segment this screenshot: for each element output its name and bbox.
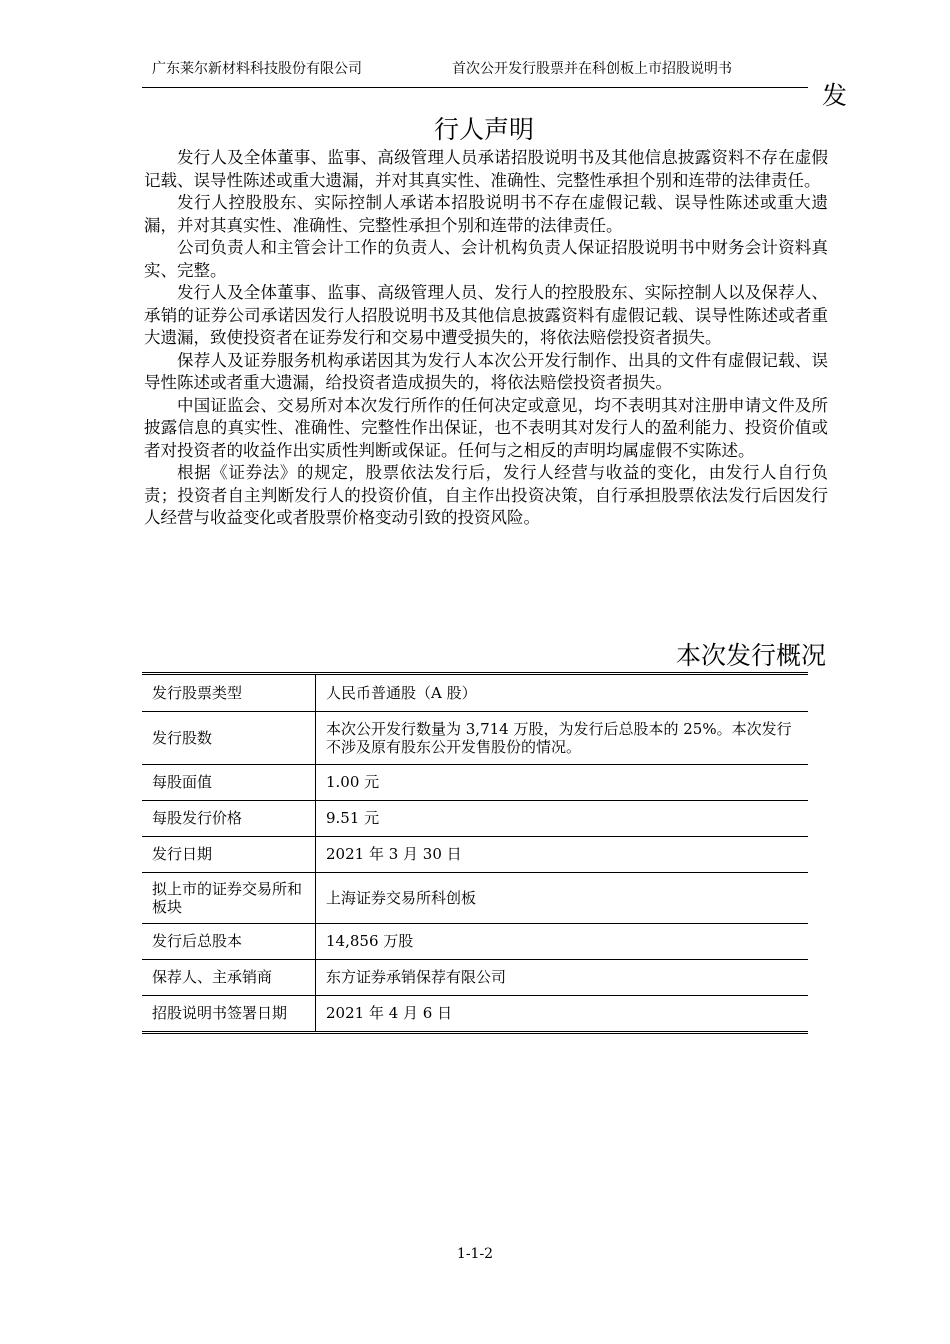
row-value: 1.00 元 xyxy=(316,764,809,800)
row-label: 每股面值 xyxy=(142,764,316,800)
statement-paragraph: 根据《证券法》的规定，股票依法发行后，发行人经营与收益的变化，由发行人自行负责；投资者自主判断发行人的投资价值，自主作出投资决策，自行承担股票依法发行后因发行人经营与收益变化或者股票价格变动引致的投资风险。 xyxy=(144,463,828,527)
row-label: 保荐人、主承销商 xyxy=(142,959,316,995)
statement-paragraph: 发行人控股股东、实际控制人承诺本招股说明书不存在虚假记载、误导性陈述或重大遗漏，并对其真实性、准确性、完整性承担个别和连带的法律责任。 xyxy=(144,193,828,235)
row-value: 本次公开发行数量为 3,714 万股，为发行后总股本的 25%。本次发行不涉及原有股东公开发售股份的情况。 xyxy=(316,711,809,764)
table-row xyxy=(142,764,808,800)
table-row xyxy=(142,959,808,995)
table-row xyxy=(142,836,808,872)
row-label: 发行股票类型 xyxy=(142,675,316,711)
row-value: 上海证券交易所科创板 xyxy=(316,872,809,923)
row-label: 发行日期 xyxy=(142,836,316,872)
page-number: 1-1-2 xyxy=(456,1246,494,1262)
table-row xyxy=(142,675,808,711)
row-value: 9.51 元 xyxy=(316,800,809,836)
statement-heading-first-char: 发 xyxy=(822,81,848,110)
statement-paragraph: 公司负责人和主管会计工作的负责人、会计机构负责人保证招股说明书中财务会计资料真实、完整。 xyxy=(144,238,828,280)
row-label: 拟上市的证券交易所和板块 xyxy=(142,872,316,923)
table-row xyxy=(142,872,808,923)
statement-heading: 行人声明 xyxy=(433,115,534,144)
row-value: 人民币普通股（A 股） xyxy=(326,683,477,702)
row-value: 2021 年 4 月 6 日 xyxy=(316,995,809,1031)
header-divider xyxy=(142,87,808,88)
row-value: 东方证券承销保荐有限公司 xyxy=(316,959,809,995)
row-label: 发行股数 xyxy=(142,711,316,764)
table-row xyxy=(142,995,808,1031)
row-value: 2021 年 3 月 30 日 xyxy=(316,836,809,872)
row-value: 14,856 万股 xyxy=(316,923,809,959)
statement-paragraph: 发行人及全体董事、监事、高级管理人员承诺招股说明书及其他信息披露资料不存在虚假记载、误导性陈述或重大遗漏，并对其真实性、准确性、完整性承担个别和连带的法律责任。 xyxy=(144,148,828,190)
table-row xyxy=(142,800,808,836)
row-label: 发行后总股本 xyxy=(142,923,316,959)
table-row xyxy=(142,923,808,959)
overview-table xyxy=(142,675,808,1031)
table-row xyxy=(142,711,808,764)
header-document-title: 首次公开发行股票并在科创板上市招股说明书 xyxy=(452,61,732,77)
overview-title: 本次发行概况 xyxy=(675,641,826,670)
header-company-name: 广东莱尔新材料科技股份有限公司 xyxy=(152,61,362,77)
statement-paragraph: 保荐人及证券服务机构承诺因其为发行人本次公开发行制作、出具的文件有虚假记载、误导性陈述或者重大遗漏，给投资者造成损失的，将依法赔偿投资者损失。 xyxy=(144,350,828,392)
row-label: 招股说明书签署日期 xyxy=(142,995,316,1031)
overview-table-frame xyxy=(142,672,808,1034)
statement-paragraph: 中国证监会、交易所对本次发行所作的任何决定或意见，均不表明其对注册申请文件及所披露信息的真实性、准确性、完整性作出保证，也不表明其对发行人的盈利能力、投资价值或者对投资者的收益作出实质性判断或保证。任何与之相反的声明均属虚假不实陈述。 xyxy=(144,395,828,460)
statement-body xyxy=(144,147,828,530)
statement-paragraph: 发行人及全体董事、监事、高级管理人员、发行人的控股股东、实际控制人以及保荐人、承销的证券公司承诺因发行人招股说明书及其他信息披露资料有虚假记载、误导性陈述或者重大遗漏，致使投资者在证券发行和交易中遭受损失的，将依法赔偿投资者损失。 xyxy=(144,283,828,347)
row-label: 每股发行价格 xyxy=(142,800,316,836)
